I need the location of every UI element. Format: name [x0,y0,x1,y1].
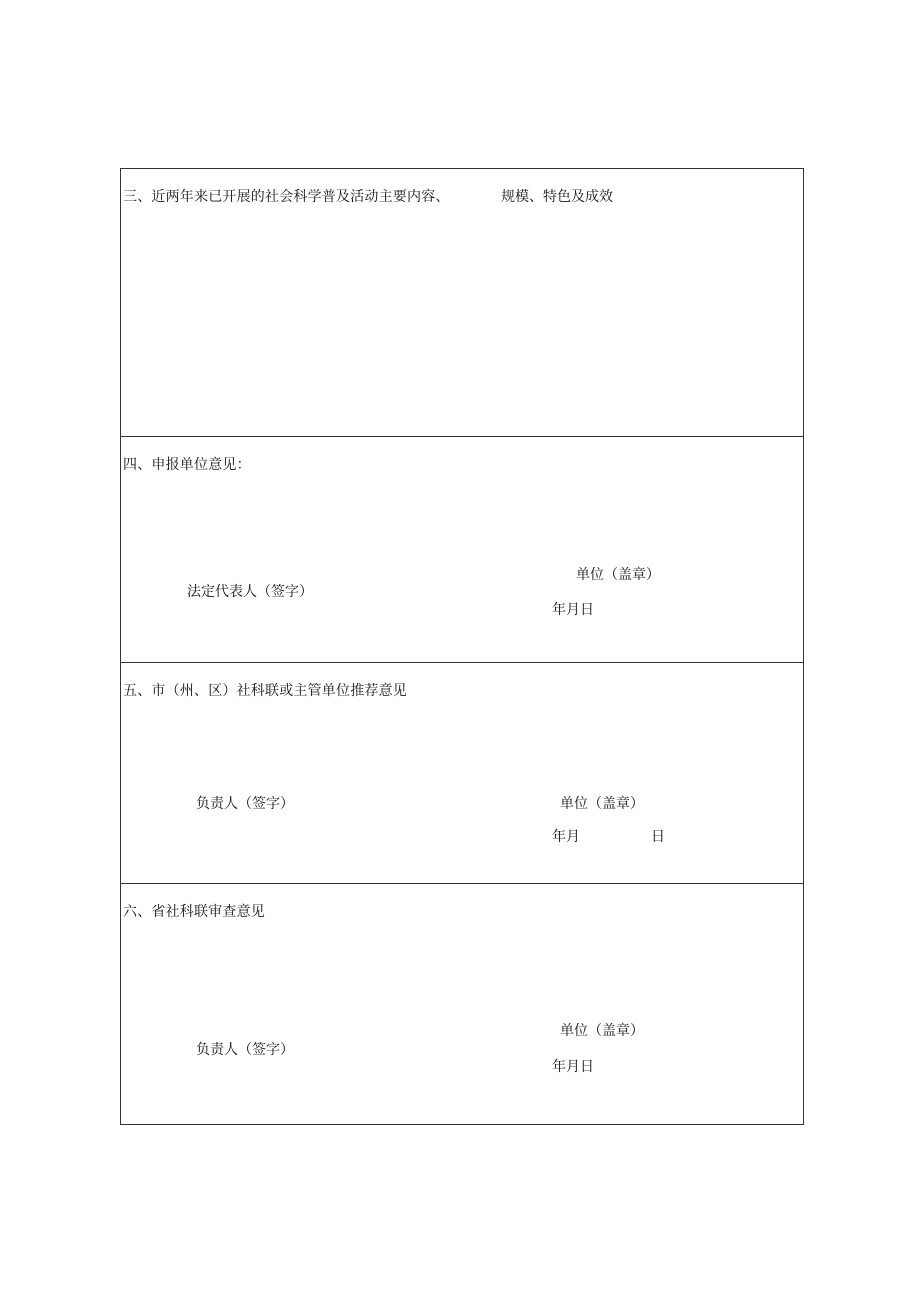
application-form-table [120,168,804,1125]
unit-seal-label: 单位（盖章） [560,1023,644,1039]
date-label: 年月日 [552,1059,594,1075]
section-recommendation[interactable] [121,663,803,884]
section-provincial-review-heading: 六、省社科联审查意见 [123,904,265,920]
section-recommendation-heading: 五、市（州、区）社科联或主管单位推荐意见 [123,683,407,699]
responsible-person-signature-label: 负责人（签字） [196,1042,294,1058]
legal-representative-signature-label: 法定代表人（签字） [187,584,313,600]
date-year-month-label: 年月 [552,829,580,845]
unit-seal-label: 单位（盖章） [560,796,644,812]
unit-seal-label: 单位（盖章） [576,567,660,583]
section-activities[interactable] [121,169,803,437]
responsible-person-signature-label: 负责人（签字） [196,796,294,812]
section-activities-heading: 三、近两年来已开展的社会科学普及活动主要内容、 [123,189,450,205]
date-label: 年月日 [552,602,594,618]
section-activities-heading-tail: 规模、特色及成效 [501,189,613,205]
date-day-label: 日 [651,829,665,845]
section-applicant-opinion[interactable] [121,437,803,663]
section-provincial-review[interactable] [121,884,803,1124]
section-applicant-opinion-heading: 四、申报单位意见： [123,457,251,473]
